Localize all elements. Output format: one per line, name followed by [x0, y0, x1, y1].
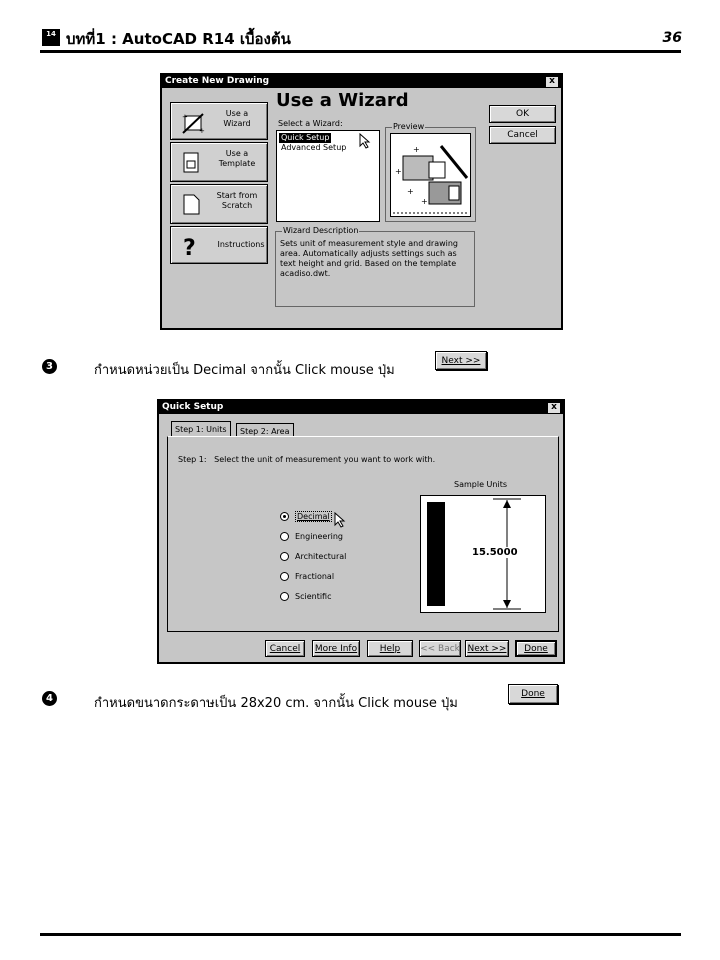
template-icon	[181, 151, 203, 175]
cancel-label: Cancel	[269, 643, 301, 654]
blank-page-icon	[181, 193, 203, 217]
svg-text:+: +	[421, 197, 428, 206]
step-1-instruction: Step 1: Select the unit of measurement you want to work with.	[178, 455, 436, 464]
svg-text:+: +	[407, 187, 414, 196]
unit-label-engineering: Engineering	[295, 531, 343, 541]
svg-text:+: +	[395, 167, 402, 176]
start-from-scratch-button[interactable]	[170, 184, 268, 224]
sample-units-label: Sample Units	[454, 480, 507, 489]
start-from-scratch-label: Start from Scratch	[216, 191, 258, 210]
radio-icon	[280, 552, 289, 561]
dialog-title: Create New Drawing	[165, 76, 270, 86]
select-wizard-label: Select a Wizard:	[278, 119, 343, 128]
svg-text:+: +	[199, 127, 205, 135]
step-3-text: กำหนดหน่วยเป็น Decimal จากนั้น Click mouse ปุ่ม	[94, 363, 395, 378]
done-label: Done	[524, 643, 548, 654]
help-label: Help	[379, 643, 401, 654]
instructions-label: Instructions	[217, 240, 265, 249]
unit-label-architectural: Architectural	[295, 551, 347, 561]
back-button[interactable]	[419, 640, 461, 657]
unit-label-decimal: Decimal	[297, 511, 330, 521]
wizard-list[interactable]	[276, 130, 380, 222]
radio-icon	[280, 572, 289, 581]
wizard-option-advanced-setup[interactable]: Advanced Setup	[281, 143, 347, 152]
radio-icon	[280, 592, 289, 601]
wizard-heading: Use a Wizard	[276, 90, 409, 111]
use-template-button[interactable]	[170, 142, 268, 182]
done-button[interactable]	[515, 640, 557, 657]
preview-group	[385, 122, 476, 222]
header-rule	[40, 50, 681, 53]
more-info-label: More Info	[314, 643, 358, 654]
step-4-text: กำหนดขนาดกระดาษเป็น 28x20 cm. จากนั้น Click mouse ปุ่ม	[94, 696, 458, 711]
sample-units-value: 15.5000	[472, 547, 518, 558]
question-icon	[181, 235, 203, 259]
svg-text:+: +	[413, 145, 420, 154]
next-button[interactable]	[465, 640, 509, 657]
more-info-button[interactable]	[312, 640, 360, 657]
preview-graphic	[391, 134, 470, 216]
radio-icon	[280, 512, 289, 521]
tab-panel	[167, 436, 559, 632]
page-number: 36	[662, 30, 682, 46]
back-label: << Back	[420, 643, 460, 654]
dialog-titlebar	[162, 75, 561, 88]
create-new-drawing-dialog	[160, 73, 563, 330]
chapter-icon: 14	[42, 29, 60, 46]
unit-label-scientific: Scientific	[295, 591, 332, 601]
done-button-label: Done	[521, 689, 545, 699]
unit-option-fractional[interactable]	[280, 570, 334, 582]
ok-button[interactable]: OK	[489, 105, 556, 123]
unit-option-engineering[interactable]	[280, 530, 343, 542]
svg-text:+: +	[182, 113, 188, 121]
use-template-label: Use a Template	[218, 149, 256, 168]
unit-option-decimal[interactable]	[280, 510, 348, 522]
mouse-cursor-icon	[334, 512, 348, 528]
close-icon[interactable]: x	[545, 76, 559, 88]
tab-step-2-area[interactable]: Step 2: Area	[236, 423, 294, 437]
wizard-description-text: Sets unit of measurement style and drawing area. Automatically adjusts settings such as text height and grid. Based on the template acadiso.dwt.	[280, 239, 459, 278]
next-label: Next >>	[467, 643, 507, 654]
dialog-title: Quick Setup	[162, 402, 224, 412]
tab-step-1-units[interactable]: Step 1: Units	[171, 421, 231, 437]
close-icon[interactable]: x	[547, 402, 561, 414]
cancel-button[interactable]	[265, 640, 305, 657]
instructions-button[interactable]	[170, 226, 268, 264]
preview-label: Preview	[393, 122, 425, 131]
wizard-option-quick-setup[interactable]: Quick Setup	[281, 133, 330, 142]
wizard-description-group	[275, 226, 475, 307]
done-button-illustration	[508, 684, 558, 704]
next-button-label: Next >>	[441, 355, 481, 366]
unit-option-architectural[interactable]	[280, 550, 346, 562]
mouse-cursor-icon	[359, 133, 373, 149]
step-4-number: 4	[42, 691, 57, 706]
dialog-titlebar	[159, 401, 563, 414]
cancel-button[interactable]: Cancel	[489, 126, 556, 144]
chapter-title: บทที่1 : AutoCAD R14 เบื้องต้น	[66, 30, 291, 48]
wand-icon	[181, 111, 207, 135]
wizard-description-label: Wizard Description	[283, 226, 359, 235]
step-3-number: 3	[42, 359, 57, 374]
unit-option-scientific[interactable]	[280, 590, 332, 602]
use-wizard-label: Use a Wizard	[223, 109, 251, 128]
use-wizard-button[interactable]	[170, 102, 268, 140]
radio-icon	[280, 532, 289, 541]
unit-label-fractional: Fractional	[295, 571, 335, 581]
sample-units-preview	[420, 495, 546, 613]
svg-text:?: ?	[183, 236, 196, 259]
quick-setup-dialog	[157, 399, 565, 664]
help-button[interactable]	[367, 640, 413, 657]
preview-image	[390, 133, 471, 217]
footer-rule	[40, 933, 681, 936]
next-button-illustration	[435, 351, 487, 370]
